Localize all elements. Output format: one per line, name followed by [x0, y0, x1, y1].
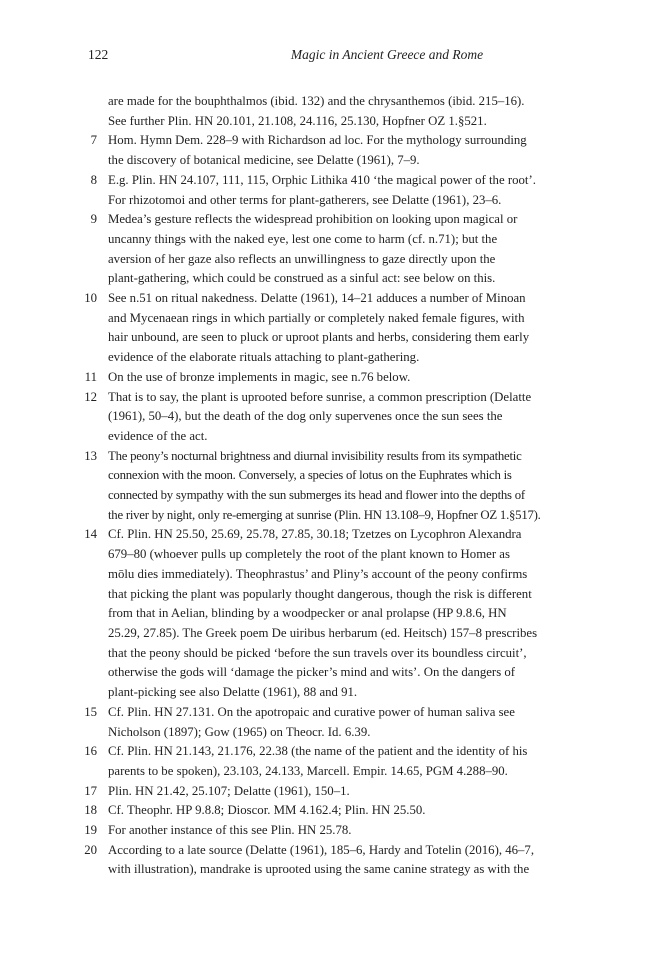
endnote-number: 15	[84, 704, 97, 719]
endnote	[80, 742, 566, 781]
endnote-text	[108, 131, 566, 170]
endnote-line: parents to be spoken), 23.103, 24.133, Marcell. Empir. 14.65, PGM 4.288–90.	[108, 763, 508, 778]
endnote-line: from that in Aelian, blinding by a woodpecker or anal prolapse (HP 9.8.6, HN	[108, 606, 507, 621]
endnote-text	[108, 703, 566, 742]
page-number: 122	[88, 47, 109, 62]
endnote	[80, 368, 566, 388]
running-title: Magic in Ancient Greece and Rome	[290, 47, 484, 62]
endnote-line: On the use of bronze implements in magic, see n.76 below.	[108, 369, 411, 384]
endnote-number: 14	[84, 527, 97, 542]
endnote	[80, 171, 566, 210]
endnote-line: evidence of the elaborate rituals attaching to plant-gathering.	[108, 350, 420, 365]
endnote	[80, 447, 566, 526]
page-header	[88, 47, 576, 65]
endnote-text	[108, 782, 566, 802]
endnote	[80, 782, 566, 802]
endnote	[80, 801, 566, 821]
endnote-line: plant-picking see also Delatte (1961), 88 and 91.	[108, 685, 358, 700]
endnote-line: mōlu dies immediately). Theophrastus’ and Pliny’s account of the peony confirms	[108, 566, 528, 581]
endnote-line: plant-gathering, which could be construed as a sinful act: see below on this.	[108, 271, 496, 286]
endnote-text	[108, 447, 566, 526]
endnote-line: For rhizotomoi and other terms for plant-gatherers, see Delatte (1961), 23–6.	[108, 192, 502, 207]
endnote-number: 7	[90, 133, 97, 148]
endnote-line: Cf. Theophr. HP 9.8.8; Dioscor. MM 4.162.4; Plin. HN 25.50.	[108, 803, 426, 818]
endnote-line: See n.51 on ritual nakedness. Delatte (1961), 14–21 adduces a number of Minoan	[108, 291, 526, 306]
endnote-line: Hom. Hymn Dem. 228–9 with Richardson ad loc. For the mythology surrounding	[108, 133, 527, 148]
endnote-number: 12	[84, 389, 97, 404]
endnote-line: See further Plin. HN 20.101, 21.108, 24.116, 25.130, Hopfner OZ 1.§521.	[108, 113, 487, 128]
endnote-number: 13	[84, 448, 97, 463]
endnote-line: and Mycenaean rings in which partially or completely naked female figures, with	[108, 310, 525, 325]
endnotes-list	[80, 92, 566, 880]
endnote	[80, 841, 566, 880]
endnote-line: connected by sympathy with the sun submerges its head and flower into the depths of	[108, 488, 525, 503]
endnote-line: 679–80 (whoever pulls up completely the root of the plant known to Homer as	[108, 547, 510, 562]
endnote-line: connexion with the moon. Conversely, a species of lotus on the Euphrates which is	[108, 468, 512, 483]
endnote-text	[108, 92, 566, 131]
endnote-text	[108, 821, 566, 841]
endnote-line: The peony’s nocturnal brightness and diurnal invisibility results from its sympathetic	[108, 448, 522, 463]
endnote-text	[108, 388, 566, 447]
endnote-line: aversion of her gaze also reflects an unwillingness to gaze directly upon the	[108, 251, 496, 266]
endnote-line: the discovery of botanical medicine, see Delatte (1961), 7–9.	[108, 153, 420, 168]
endnote	[80, 821, 566, 841]
endnote-line: 25.29, 27.85). The Greek poem De uiribus herbarum (ed. Heitsch) 157–8 prescribes	[108, 625, 538, 640]
endnote	[80, 703, 566, 742]
endnote	[80, 388, 566, 447]
endnote	[80, 525, 566, 702]
endnote-number: 19	[84, 823, 97, 838]
endnote-text	[108, 742, 566, 781]
endnote-text	[108, 801, 566, 821]
endnote-text	[108, 525, 566, 702]
endnote-line: that the peony should be picked ‘before the sun travels over its boundless circuit’,	[108, 645, 527, 660]
endnote-number: 17	[84, 783, 97, 798]
endnote-line: E.g. Plin. HN 24.107, 111, 115, Orphic Lithika 410 ‘the magical power of the root’.	[108, 172, 536, 187]
endnote-line: evidence of the act.	[108, 428, 208, 443]
endnote	[80, 92, 566, 131]
endnote-text	[108, 289, 566, 368]
endnote	[80, 131, 566, 170]
endnote-text	[108, 210, 566, 289]
endnote-number: 11	[84, 369, 97, 384]
endnote-line: Cf. Plin. HN 27.131. On the apotropaic and curative power of human saliva see	[108, 704, 515, 719]
endnote-line: (1961), 50–4), but the death of the dog only supervenes once the sun sees the	[108, 409, 503, 424]
endnote-text	[108, 171, 566, 210]
endnote-number: 10	[84, 291, 97, 306]
endnote-line: Cf. Plin. HN 21.143, 21.176, 22.38 (the name of the patient and the identity of his	[108, 744, 528, 759]
endnote-number: 16	[84, 744, 97, 759]
endnote-line: otherwise the gods will ‘damage the picker’s mind and wits’. On the dangers of	[108, 665, 516, 680]
endnote-line: hair unbound, are seen to pluck or uproot plants and herbs, considering them early	[108, 330, 530, 345]
endnote-line: For another instance of this see Plin. HN 25.78.	[108, 823, 352, 838]
endnote-line: uncanny things with the naked eye, lest one come to harm (cf. n.71); but the	[108, 231, 498, 246]
endnote-text	[108, 841, 566, 880]
endnote-line: Nicholson (1897); Gow (1965) on Theocr. Id. 6.39.	[108, 724, 371, 739]
endnote-line: the river by night, only re-emerging at sunrise (Plin. HN 13.108–9, Hopfner OZ 1.§517).	[108, 507, 541, 522]
endnote-number: 9	[90, 212, 97, 227]
endnote-number: 20	[84, 842, 97, 857]
endnote-line: Plin. HN 21.42, 25.107; Delatte (1961), 150–1.	[108, 783, 350, 798]
endnote-line: According to a late source (Delatte (1961), 185–6, Hardy and Totelin (2016), 46–7,	[108, 842, 535, 857]
endnote-line: with illustration), mandrake is uprooted using the same canine strategy as with the	[108, 862, 530, 877]
endnote-line: that picking the plant was popularly thought dangerous, though the risk is different	[108, 586, 532, 601]
endnote-number: 18	[84, 803, 97, 818]
endnote-line: are made for the bouphthalmos (ibid. 132) and the chrysanthemos (ibid. 215–16).	[108, 94, 525, 108]
endnote-text	[108, 368, 566, 388]
endnote-number: 8	[90, 172, 97, 187]
endnote-line: Cf. Plin. HN 25.50, 25.69, 25.78, 27.85, 30.18; Tzetzes on Lycophron Alexandra	[108, 527, 522, 542]
endnote	[80, 210, 566, 289]
endnote-line: Medea’s gesture reflects the widespread prohibition on looking upon magical or	[108, 212, 518, 227]
endnote-line: That is to say, the plant is uprooted before sunrise, a common prescription (Delatte	[108, 389, 532, 404]
endnote	[80, 289, 566, 368]
